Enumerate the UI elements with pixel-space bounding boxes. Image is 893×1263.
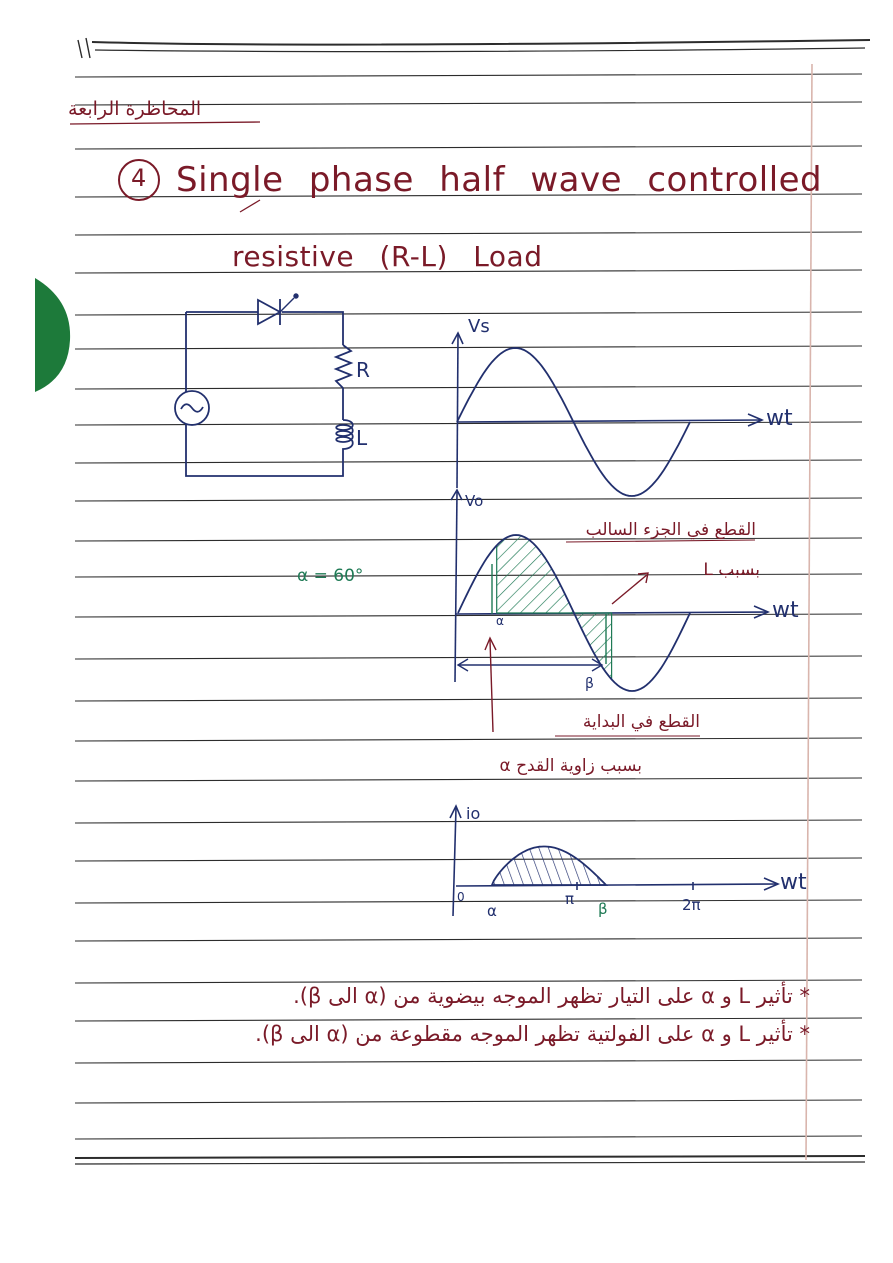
ruled-line: [75, 346, 862, 349]
rl-circuit: [175, 294, 353, 476]
ruled-line: [75, 1136, 862, 1139]
ruled-line: [75, 698, 862, 701]
note-start-cut-line2: بسبب زاوية القدح α: [499, 756, 642, 776]
ruled-lines: [75, 74, 862, 1139]
ruled-line: [75, 900, 862, 903]
title-line-1: Single phase half wave controlled: [176, 160, 823, 200]
note-voltage: * تأثير L و α على الفولتية تظهر الموجه مقطوعة من (α الى β).: [255, 1022, 810, 1046]
bottom-border-line: [75, 1156, 865, 1158]
io-tick-beta: β: [598, 900, 608, 918]
io-tick-pi: π: [565, 890, 575, 908]
io-waveform: [450, 806, 778, 916]
lecture-label: المحاظرة الرابعة: [68, 98, 202, 120]
ruled-line: [75, 938, 862, 941]
ruled-line: [75, 1018, 862, 1021]
ruled-line: [75, 386, 862, 389]
note-current: * تأثير L و α على التيار تظهر الموجه بيضوية من (α الى β).: [293, 984, 810, 1008]
ruled-line: [75, 1060, 862, 1063]
inductor-label: L: [356, 426, 368, 450]
ruled-line: [75, 232, 862, 235]
notebook-tab: [35, 278, 70, 392]
top-border-line: [92, 40, 870, 45]
note-start-cut-line1: القطع في البداية: [582, 712, 700, 732]
ruled-line: [75, 738, 862, 741]
vo-time-label: wt: [772, 598, 799, 623]
io-time-label: wt: [780, 870, 807, 895]
ruled-line: [75, 656, 862, 659]
vo-beta-tick: β: [585, 676, 594, 692]
title-number: 4: [131, 164, 147, 192]
ruled-line: [75, 980, 862, 983]
vo-axis-label: Vo: [465, 492, 484, 510]
vo-alpha-tick: α: [496, 614, 504, 628]
note-negative-cut-line1: القطع في الجزء السالب: [585, 520, 756, 540]
ruled-line: [75, 858, 862, 861]
ruled-line: [75, 460, 862, 463]
resistor-label: R: [356, 358, 370, 382]
io-tick-alpha: α: [487, 902, 497, 920]
ruled-line: [75, 146, 862, 149]
ruled-line: [75, 74, 862, 77]
io-tick-2pi: 2π: [682, 896, 701, 914]
vs-time-label: wt: [766, 406, 793, 431]
ruled-line: [75, 1100, 862, 1103]
alpha-value: α = 60°: [297, 566, 364, 586]
vs-waveform: [452, 333, 762, 496]
io-axis-label: io: [466, 804, 481, 823]
vs-axis-label: Vs: [468, 316, 490, 337]
ruled-line: [75, 778, 862, 781]
io-origin-label: 0: [457, 890, 465, 904]
title-line-2: resistive (R-L) Load: [232, 240, 543, 273]
note-negative-cut-line2: بسبب L: [703, 560, 760, 580]
